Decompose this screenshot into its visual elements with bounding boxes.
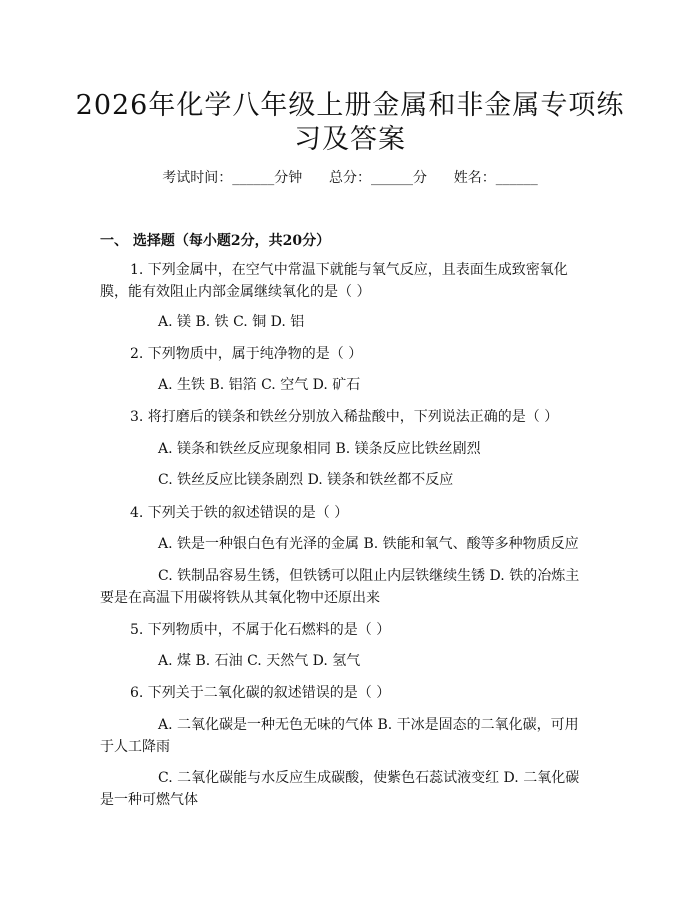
question-5-options: A. 煤 B. 石油 C. 天然气 D. 氢气 <box>158 653 361 669</box>
question-3-option-line-1: A. 镁条和铁丝反应现象相同 B. 镁条反应比铁丝剧烈 <box>158 441 481 457</box>
question-1-stem: 1. 下列金属中，在空气中常温下就能与氧气反应，且表面生成致密氧化膜，能有效阻止内部金属继续氧化的是（ ） <box>100 262 568 300</box>
question-2-options: A. 生铁 B. 铝箔 C. 空气 D. 矿石 <box>158 377 361 393</box>
question-6-option-line-1: A. 二氧化碳是一种无色无味的气体 B. 干冰是固态的二氧化碳，可用于人工降雨 <box>100 717 579 755</box>
question-6-option-line-2: C. 二氧化碳能与水反应生成碳酸，使紫色石蕊试液变红 D. 二氧化碳是一种可燃气体 <box>100 770 580 808</box>
question-3-option-line-2: C. 铁丝反应比镁条剧烈 D. 镁条和铁丝都不反应 <box>158 472 454 488</box>
section-heading: 一、 选择题（每小题2分，共20分） <box>100 233 331 249</box>
question-2-stem: 2. 下列物质中，属于纯净物的是（ ） <box>130 346 363 362</box>
document-title-line-1: 2026年化学八年级上册金属和非金属专项练 <box>75 90 625 121</box>
question-3-stem: 3. 将打磨后的镁条和铁丝分别放入稀盐酸中，下列说法正确的是（ ） <box>130 409 559 425</box>
exam-info-line: 考试时间：______分钟 总分：______分 姓名：______ <box>162 170 538 186</box>
document-title-line-2: 习及答案 <box>294 124 406 155</box>
question-6-stem: 6. 下列关于二氧化碳的叙述错误的是（ ） <box>130 685 391 701</box>
question-1-options: A. 镁 B. 铁 C. 铜 D. 铝 <box>158 314 305 330</box>
question-4-stem: 4. 下列关于铁的叙述错误的是（ ） <box>130 505 349 521</box>
question-4-option-line-1: A. 铁是一种银白色有光泽的金属 B. 铁能和氧气、酸等多种物质反应 <box>158 536 579 552</box>
question-4-option-line-2: C. 铁制品容易生锈，但铁锈可以阻止内层铁继续生锈 D. 铁的冶炼主要是在高温下用碳将铁从其氧化物中还原出来 <box>100 568 580 606</box>
question-5-stem: 5. 下列物质中，不属于化石燃料的是（ ） <box>130 622 391 638</box>
